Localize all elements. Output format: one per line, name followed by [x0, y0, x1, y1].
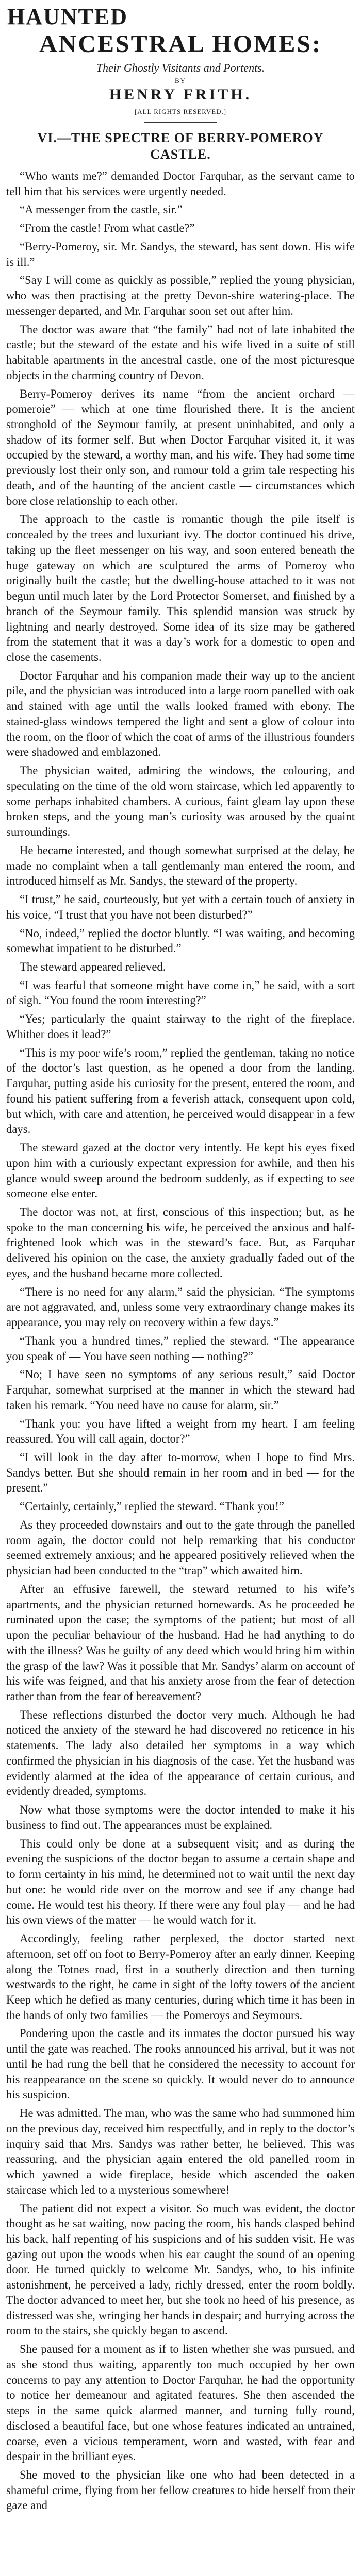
article-paragraph: “I will look in the day after to-morrow, when I hope to find Mrs. Sandys better. But she should remain in her room and in bed — for the present.”: [6, 1451, 355, 1495]
article-paragraph: “Say I will come as quickly as possible,” replied the young physician, who was then practising at the pretty Devon-shire watering-place. The messenger departed, and Mr. Farquhar soon set out after him.: [6, 274, 355, 317]
article-paragraph: Berry-Pomeroy derives its name “from the ancient orchard — pomeroie” — which at one time flourished there. It is the ancient stronghold of the Seymour family, at present uninhabited, and only a shadow of its former self. But when Doctor Farquhar visited it, it was occupied by the steward, a worthy man, and his wife. They had some time previously lost their only son, and rumour told a grim tale respecting his death, and of the haunting of the ancient castle — circumstances which bore close relationship to each other.: [6, 387, 355, 507]
article-paragraph: “From the castle! From what castle?”: [20, 222, 195, 235]
article-paragraph: The physician waited, admiring the windows, the colouring, and speculating on the time of the old worn staircase, which led apparently to some perhaps inhabited chambers. A curious, faint gleam lay upon these broken steps, and the young man’s curiosity was aroused by the quaint surroundings.: [6, 764, 355, 839]
article-paragraph: Now what those symptoms were the doctor intended to make it his business to find out. The appearances must be explained.: [6, 1803, 355, 1832]
author-name: HENRY FRITH.: [109, 86, 252, 103]
article-paragraph: After an effusive farewell, the steward returned to his wife’s apartments, and the physician returned homewards. As he proceeded he ruminated upon the case; the symptoms of the patient; but most of all upon the peculiar behaviour of the husband. Had he had anything to do with the illness? Was he guilty of any deed which would bring him within the grasp of the law? Was it possible that Mr. Sandys’ alarm on account of his wife was feigned, and that his anxiety arose from the fear of detection rather than from the fear of bereavement?: [6, 1582, 355, 1703]
article-body: [6, 168, 355, 2513]
article-paragraph: Accordingly, feeling rather perplexed, the doctor started next afternoon, set off on foot to Berry-Pomeroy after an early dinner. Keeping along the Totnes road, first in a southerly direction and then turning westwards to the right, he came in sight of the lofty towers of the ancient Keep which he defied as many centuries, during which time it has been in the hands of only two families — the Pomeroys and Seymours.: [6, 1932, 355, 2022]
article-paragraph: “This is my poor wife’s room,” replied the gentleman, taking no notice of the doctor’s last question, as he opened a door from the landing. Farquhar, putting aside his curiosity for the present, entered the room, and found his patient suffering from a feverish attack, consequent upon cold, but which, with care and attention, he perceived would disappear in a few days.: [6, 1046, 355, 1136]
subtitle: Their Ghostly Visitants and Portents.: [96, 61, 265, 74]
newspaper-column: [6, 0, 355, 2576]
byline-by: BY: [174, 76, 187, 84]
article-paragraph: The doctor was not, at first, conscious of this inspection; but, as he spoke to the man concerning his wife, he perceived the anxious and half-frightened look which was in the steward’s face. But, as Farquhar delivered his opinion on the case, the anxiety gradually faded out of the eyes, and the husband became more collected.: [6, 1205, 355, 1280]
article-paragraph: The doctor was aware that “the family” had not of late inhabited the castle; but the steward of the estate and his wife lived in a suite of still habitable apartments in the ancestral castle, one of the most picturesque objects in the charming country of Devon.: [6, 323, 355, 382]
article-paragraph: Pondering upon the castle and its inmates the doctor pursued his way until the gate was reached. The rooks announced his arrival, but it was not until he had rung the bell that he considered the necessity to account for his reappearance on the scene so quickly. It would never do to announce his suspicion.: [6, 2027, 355, 2102]
rights-notice: [ALL RIGHTS RESERVED.]: [134, 107, 227, 115]
article-paragraph: “No; I have seen no symptoms of any serious result,” said Doctor Farquhar, somewhat surprised at the manner in which the steward had taken his remark. “You need have no cause for alarm, sir.”: [6, 1368, 355, 1412]
article-paragraph: “I was fearful that someone might have come in,” he said, with a sort of sigh. “You found the room interesting?”: [6, 978, 355, 1007]
article-paragraph: “Berry-Pomeroy, sir. Mr. Sandys, the steward, has sent down. His wife is ill.”: [6, 240, 355, 268]
article-paragraph: “A messenger from the castle, sir.”: [20, 203, 183, 216]
divider: [144, 122, 217, 123]
article-paragraph: “Who wants me?” demanded Doctor Farquhar, as the servant came to tell him that his services were urgently needed.: [6, 169, 355, 198]
article-paragraph: “There is no need for any alarm,” said the physician. “The symptoms are not aggravated, and, unless some very extraordinary change makes its appearance, you may rely on recovery within a few days.”: [6, 1285, 355, 1329]
article-paragraph: “I trust,” he said, courteously, but yet with a certain touch of anxiety in his voice, “I trust that you have not been disturbed?”: [6, 893, 355, 921]
main-title: ANCESTRAL HOMES:: [39, 30, 322, 58]
article-paragraph: “No, indeed,” replied the doctor bluntly. “I was waiting, and becoming somewhat impatient to be disturbed.”: [6, 926, 355, 955]
article-paragraph: “Thank you: you have lifted a weight from my heart. I am feeling reassured. You will call again, doctor?”: [6, 1417, 355, 1446]
article-paragraph: “Thank you a hundred times,” replied the steward. “The appearance you speak of — You have seen nothing — nothing?”: [6, 1334, 355, 1363]
article-paragraph: “Yes; particularly the quaint stairway to the right of the fireplace. Whither does it lead?”: [6, 1012, 355, 1041]
article-paragraph: She paused for a moment as if to listen whether she was pursued, and as she stood thus waiting, apparently too much occupied by her own concerns to pay any attention to Doctor Farquhar, he had the opportunity to notice her demeanour and agitated features. She then ascended the steps in the same quick alarmed manner, and turning fully round, disclosed a beautiful face, but one whose features indicated an untrained, coarse, even a vicious temperament, worn and wasted, with fear and despair in the brilliant eyes.: [6, 2343, 355, 2463]
article-paragraph: The patient did not expect a visitor. So much was evident, the doctor thought as he sat waiting, now pacing the room, his hands clasped behind his back, half repenting of his suspicions and of his sudden visit. He was gazing out upon the woods when his ear caught the sound of an opening door. He turned quickly to welcome Mr. Sandys, who, to his infinite astonishment, he perceived a lady, richly dressed, enter the room boldly. The doctor advanced to meet her, but she took no heed of his presence, as distressed was she, wringing her hands in despair; and hurrying across the room to the stairs, she quickly began to ascend.: [6, 2201, 355, 2337]
article-paragraph: “Certainly, certainly,” replied the steward. “Thank you!”: [20, 1500, 284, 1513]
article-paragraph: She moved to the physician like one who had been detected in a shameful crime, flying from her fellow creatures to hide herself from their gaze and: [6, 2468, 355, 2512]
article-paragraph: These reflections disturbed the doctor very much. Although he had noticed the anxiety of the steward he had discovered no reticence in his statements. The lady also detailed her symptoms in a way which confirmed the physician in his diagnosis of the case. Yet the husband was evidently alarmed at the idea of the appearance of certain curious, and evidently dreaded, symptoms.: [6, 1708, 355, 1798]
article-paragraph: The steward gazed at the doctor very intently. He kept his eyes fixed upon him with a curiously expectant expression for awhile, and then his glance would sweep around the bedroom suddenly, as if expecting to see someone else enter.: [6, 1141, 355, 1200]
article-paragraph: He was admitted. The man, who was the same who had summoned him on the previous day, received him respectfully, and in reply to the doctor’s inquiry said that Mrs. Sandys was rather better, he believed. This was reassuring, and the physician again entered the old panelled room in which yawned a wide fireplace, beside which ascended the oaken staircase which led to a mysterious somewhere!: [6, 2107, 355, 2196]
article-paragraph: Doctor Farquhar and his companion made their way up to the ancient pile, and the physician was introduced into a large room panelled with oak and stained with age until the walls looked framed with ebony. The stained-glass windows tempered the light and sent a glow of colour into the room, on the floor of which the coat of arms of the illustrious founders were shadowed and emblazoned.: [6, 669, 355, 759]
article-paragraph: The steward appeared relieved.: [20, 960, 166, 973]
article-paragraph: This could only be done at a subsequent visit; and as during the evening the suspicions of the doctor began to assume a certain shape and to form certainty in his mind, he determined not to wait until the next day but one: he would ride over on the morrow and see if any change had come. He would test his theory. If there were any foul play — and he had his own views of the matter — he would watch for it.: [6, 1837, 355, 1927]
series-title: HAUNTED: [7, 4, 128, 29]
chapter-title: VI.—THE SPECTRE OF BERRY-POMEROY CASTLE.: [37, 130, 324, 162]
article-paragraph: He became interested, and though somewhat surprised at the delay, he made no complaint when a tall gentlemanly man entered the room, and introduced himself as Mr. Sandys, the steward of the property.: [6, 843, 355, 888]
article-paragraph: As they proceeded downstairs and out to the gate through the panelled room again, the doctor could not help remarking that his conductor seemed extremely anxious; and he appeared positively relieved when the physician had been conducted to the “trap” which awaited him.: [6, 1518, 355, 1578]
article-paragraph: The approach to the castle is romantic though the pile itself is concealed by the trees and luxuriant ivy. The doctor continued his drive, taking up the fleet messenger on his way, and soon entered beneath the huge gateway on which are sculptured the arms of Pomeroy who originally built the castle; but the dwelling-house attached to it was not begun until much later by the Lord Protector Somerset, and finished by a branch of the Seymour family. This splendid mansion was struck by lightning and nearly destroyed. Some idea of its size may be gathered from the statement that it was a day’s work for a domestic to open and close the casements.: [6, 513, 355, 664]
